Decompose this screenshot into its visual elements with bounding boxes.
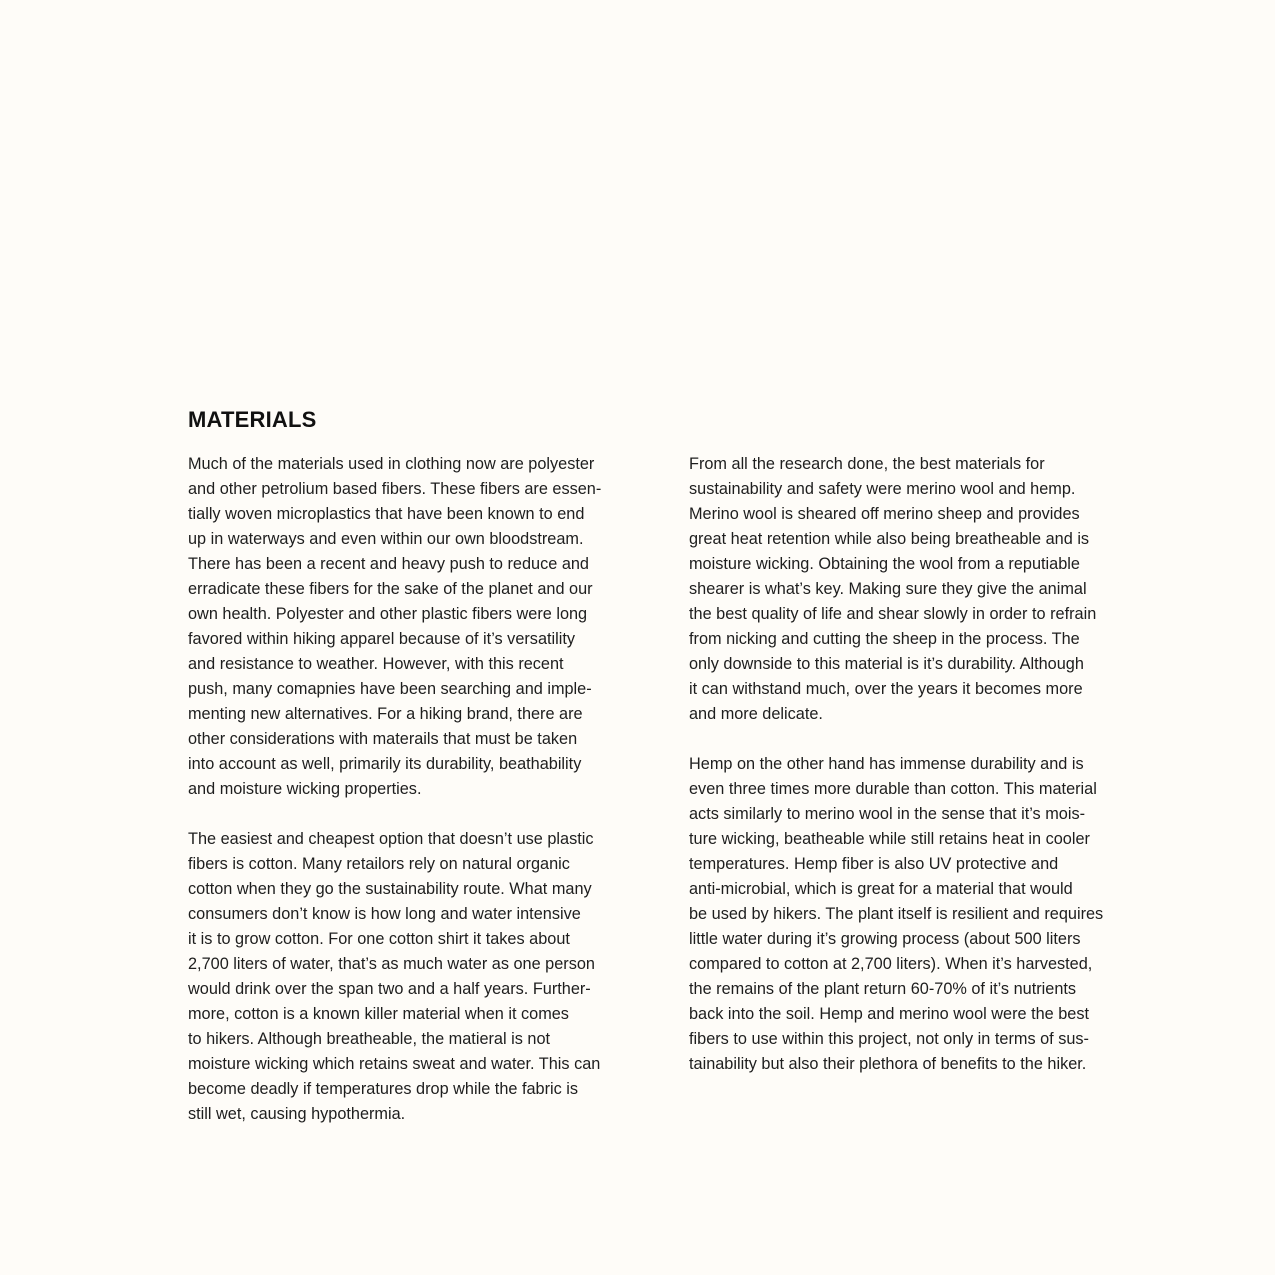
paragraph-line: Hemp on the other hand has immense durability and is	[689, 755, 1084, 773]
paragraph-line: own health. Polyester and other plastic fibers were long	[188, 605, 588, 623]
paragraph-line: sustainability and safety were merino wool and hemp.	[689, 480, 1076, 498]
paragraph-line: still wet, causing hypothermia.	[188, 1105, 406, 1123]
paragraph-line: it can withstand much, over the years it becomes more	[689, 680, 1083, 698]
paragraph-line: little water during it’s growing process (about 500 liters	[689, 930, 1081, 948]
paragraph-line: cotton when they go the sustainability route. What many	[188, 880, 592, 898]
paragraph-line: become deadly if temperatures drop while the fabric is	[188, 1080, 579, 1098]
paragraph-line: menting new alternatives. For a hiking brand, there are	[188, 705, 583, 723]
paragraph-line: would drink over the span two and a half years. Further-	[188, 980, 591, 998]
paragraph-line: even three times more durable than cotton. This material	[689, 780, 1097, 798]
paragraph-line: anti-microbial, which is great for a material that would	[689, 880, 1073, 898]
paragraph-line: into account as well, primarily its durability, beathability	[188, 755, 582, 773]
paragraph-line: temperatures. Hemp fiber is also UV protective and	[689, 855, 1059, 873]
body-paragraph	[689, 452, 1139, 727]
paragraph-line: to hikers. Although breatheable, the matieral is not	[188, 1030, 551, 1048]
paragraph-line: compared to cotton at 2,700 liters). When it’s harvested,	[689, 955, 1093, 973]
paragraph-line: great heat retention while also being breatheable and is	[689, 530, 1090, 548]
paragraph-line: fibers to use within this project, not only in terms of sus-	[689, 1030, 1089, 1048]
body-paragraph	[188, 827, 638, 1127]
paragraph-line: it is to grow cotton. For one cotton shirt it takes about	[188, 930, 570, 948]
paragraph-line: tially woven microplastics that have been known to end	[188, 505, 585, 523]
paragraph-line: tainability but also their plethora of benefits to the hiker.	[689, 1055, 1087, 1073]
left-column	[188, 452, 638, 1152]
paragraph-line: Merino wool is sheared off merino sheep and provides	[689, 505, 1080, 523]
paragraph-line: only downside to this material is it’s durability. Although	[689, 655, 1084, 673]
right-column	[689, 452, 1139, 1102]
paragraph-line: Much of the materials used in clothing now are polyester	[188, 455, 595, 473]
paragraph-line: and moisture wicking properties.	[188, 780, 422, 798]
paragraph-line: ture wicking, beatheable while still retains heat in cooler	[689, 830, 1090, 848]
paragraph-line: be used by hikers. The plant itself is resilient and requires	[689, 905, 1104, 923]
paragraph-line: and more delicate.	[689, 705, 823, 723]
paragraph-line: more, cotton is a known killer material when it comes	[188, 1005, 569, 1023]
paragraph-line: the best quality of life and shear slowly in order to refrain	[689, 605, 1097, 623]
paragraph-line: favored within hiking apparel because of it’s versatility	[188, 630, 576, 648]
paragraph-line: consumers don’t know is how long and water intensive	[188, 905, 581, 923]
paragraph-line: moisture wicking which retains sweat and water. This can	[188, 1055, 601, 1073]
paragraph-line: push, many comapnies have been searching and imple-	[188, 680, 592, 698]
section-heading: MATERIALS	[188, 407, 317, 432]
body-paragraph	[188, 452, 638, 802]
body-paragraph	[689, 752, 1139, 1077]
paragraph-line: shearer is what’s key. Making sure they give the animal	[689, 580, 1087, 598]
paragraph-line: 2,700 liters of water, that’s as much water as one person	[188, 955, 595, 973]
paragraph-line: fibers is cotton. Many retailors rely on natural organic	[188, 855, 570, 873]
paragraph-line: There has been a recent and heavy push to reduce and	[188, 555, 589, 573]
paragraph-line: and resistance to weather. However, with this recent	[188, 655, 564, 673]
paragraph-line: from nicking and cutting the sheep in the process. The	[689, 630, 1080, 648]
paragraph-line: moisture wicking. Obtaining the wool from a reputiable	[689, 555, 1080, 573]
paragraph-line: back into the soil. Hemp and merino wool were the best	[689, 1005, 1090, 1023]
paragraph-line: up in waterways and even within our own bloodstream.	[188, 530, 584, 548]
paragraph-line: The easiest and cheapest option that doesn’t use plastic	[188, 830, 594, 848]
paragraph-line: other considerations with materails that must be taken	[188, 730, 578, 748]
paragraph-line: and other petrolium based fibers. These fibers are essen-	[188, 480, 602, 498]
paragraph-line: From all the research done, the best materials for	[689, 455, 1045, 473]
paragraph-line: erradicate these fibers for the sake of the planet and our	[188, 580, 593, 598]
paragraph-line: acts similarly to merino wool in the sense that it’s mois-	[689, 805, 1086, 823]
paragraph-line: the remains of the plant return 60-70% of it’s nutrients	[689, 980, 1077, 998]
